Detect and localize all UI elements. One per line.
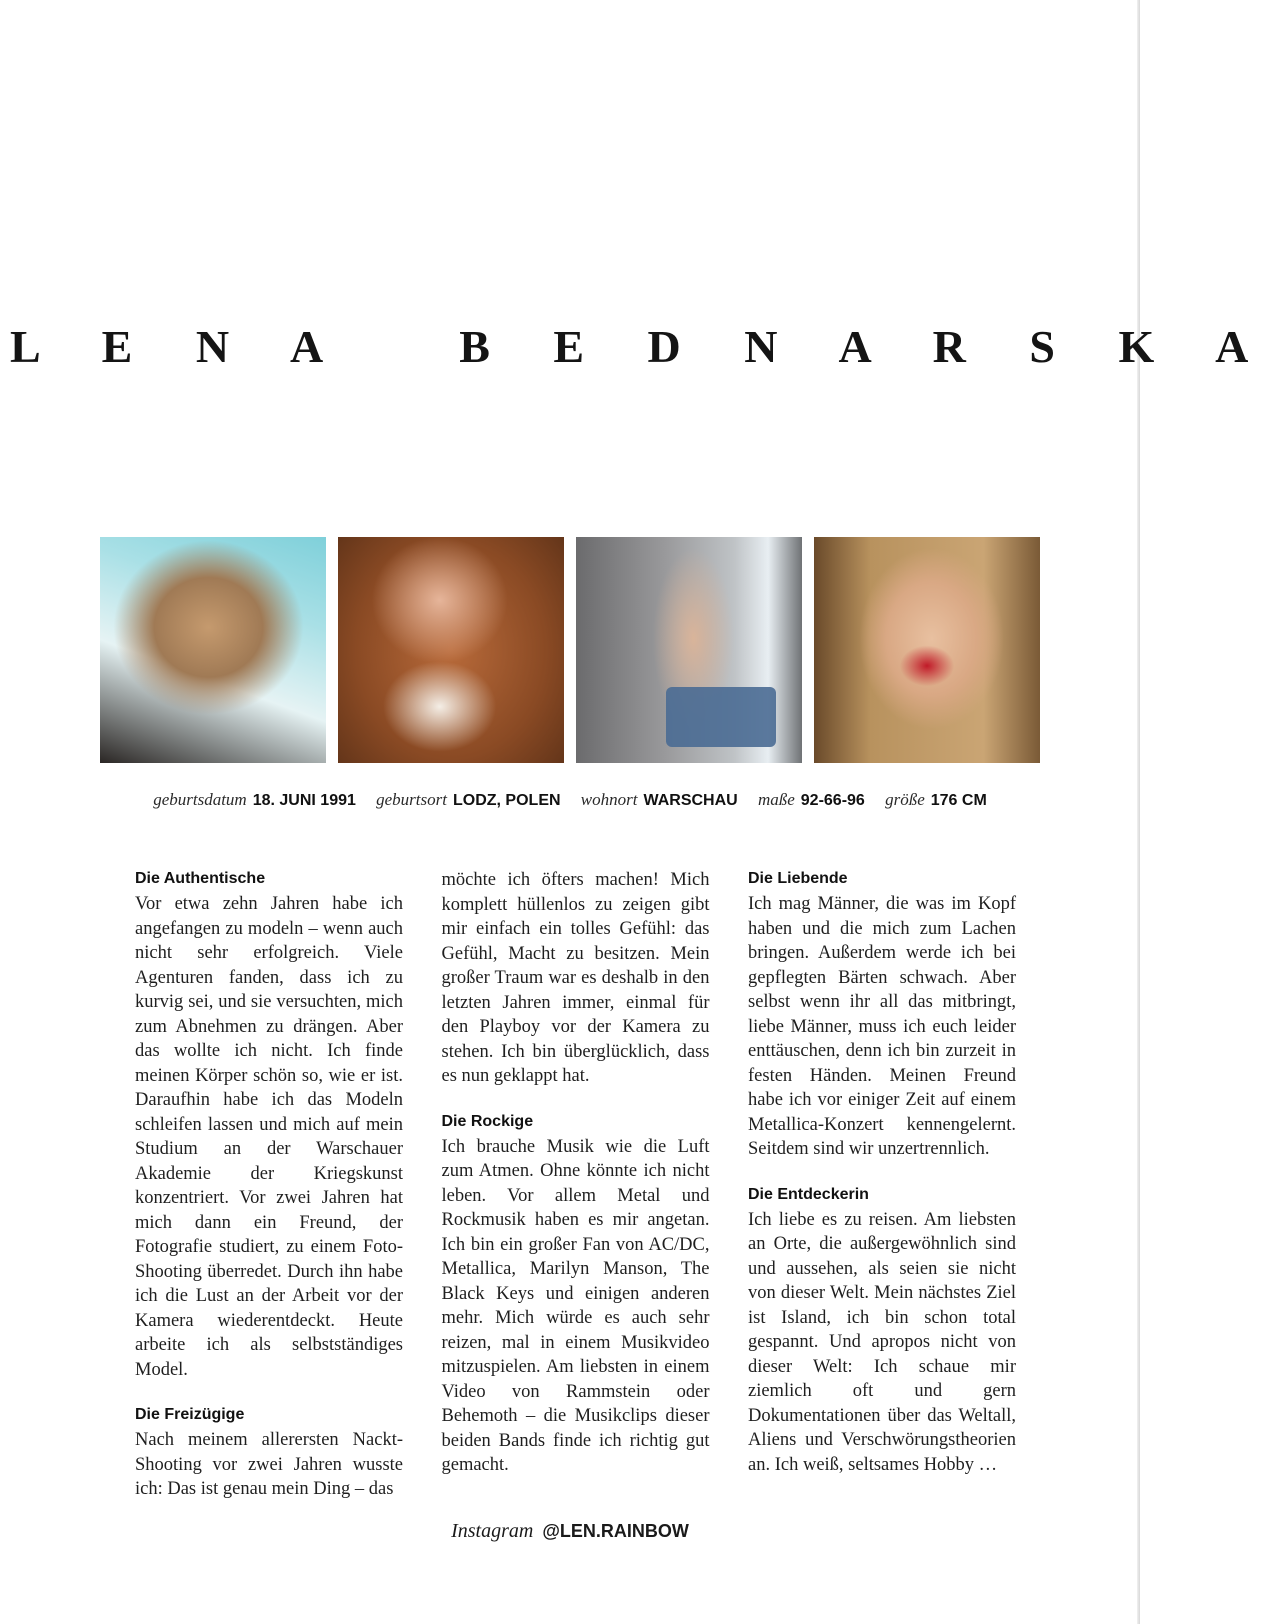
page-edge-shadow bbox=[1137, 0, 1140, 1624]
page-title: L E N A B E D N A R S K A bbox=[10, 321, 1274, 372]
section-text: Ich liebe es zu reisen. Am liebsten an Orte, die außergewöhnlich sind und aussehen, als seien sie nicht von dieser Welt. Mein nächstes Ziel ist Island, ich bin schon total gespannt. Und apropos nicht von dieser Welt: Ich schaue mir ziemlich oft und gern Dokumentationen über das Weltall, Aliens und Verschwörungstheorien an. Ich weiß, seltsames Hobby … bbox=[748, 1209, 1016, 1475]
instagram-credit bbox=[0, 1520, 1140, 1543]
section-text: möchte ich öfters machen! Mich komplett hüllenlos zu zeigen gibt mir einfach ein tolles Gefühl: das Gefühl, Macht zu besitzen. Mein großer Traum war es deshalb in den letzten Jahren immer, einmal für den Playboy vor der Kamera zu stehen. Ich bin überglücklich, dass es nun geklappt hat. bbox=[441, 870, 710, 1086]
fact-value: WARSCHAU bbox=[643, 792, 738, 809]
column-1 bbox=[135, 868, 403, 1524]
column-3 bbox=[748, 868, 1016, 1524]
facts-line bbox=[0, 790, 1140, 810]
fact-label: wohnort bbox=[580, 790, 638, 809]
photo-1 bbox=[100, 537, 326, 763]
photo-3 bbox=[576, 537, 802, 763]
fact-birthplace bbox=[376, 790, 560, 809]
fact-value: 176 CM bbox=[930, 792, 987, 809]
fact-label: geburtsdatum bbox=[153, 790, 247, 809]
fact-measures bbox=[758, 790, 865, 809]
fact-residence bbox=[581, 790, 738, 809]
section-heading: Die Liebende bbox=[748, 870, 848, 887]
section-heading: Die Freizügige bbox=[135, 1406, 245, 1423]
photo-4 bbox=[814, 537, 1040, 763]
section-text: Ich brauche Musik wie die Luft zum Atmen. Ohne könnte ich nicht leben. Vor allem Metal und Rockmusik haben es mir angetan. Ich bin ein großer Fan von AC/DC, Metallica, Marilyn Manson, The Black Keys und einigen anderen mehr. Mich würde es auch sehr reizen, mal in einem Musikvideo mitzuspielen. Am liebsten in einem Video von Rammstein oder Behemoth – die Musikclips dieser beiden Bands finde ich richtig gut gemacht. bbox=[441, 1136, 710, 1475]
fact-value: 92-66-96 bbox=[800, 792, 865, 809]
instagram-handle[interactable]: @LEN.RAINBOW bbox=[542, 1521, 689, 1541]
section-heading: Die Rockige bbox=[441, 1112, 534, 1130]
section-heading: Die Authentische bbox=[135, 870, 266, 887]
fact-label: geburtsort bbox=[376, 790, 447, 809]
section-heading: Die Entdeckerin bbox=[748, 1185, 869, 1203]
section-text: Nach meinem allerersten Nackt-Shooting vor zwei Jahren wusste ich: Das ist genau mein Ding – das bbox=[135, 1430, 403, 1499]
fact-label: maße bbox=[757, 790, 795, 809]
article-columns bbox=[135, 868, 1016, 1524]
section-text: Vor etwa zehn Jahren habe ich angefangen zu modeln – wenn auch nicht sehr erfolgreich. Viele Agenturen fanden, dass ich zu kurvig sei, und sie versuchten, mich zum Abnehmen zu drängen. Aber das wollte ich nicht. Ich finde meinen Körper schön so, wie er ist. Daraufhin habe ich das Modeln schleifen lassen und mich auf mein Studium an der Warschauer Akademie der Kriegskunst konzentriert. Vor zwei Jahren hat mich dann ein Freund, der Fotografie studiert, zu einem Foto-Shooting überredet. Durch ihn habe ich die Lust an der Arbeit vor der Kamera wiederentdeckt. Heute arbeite ich als selbstständiges Model. bbox=[135, 894, 403, 1380]
fact-birthdate bbox=[153, 790, 356, 809]
fact-value: LODZ, POLEN bbox=[452, 792, 561, 809]
fact-label: größe bbox=[885, 790, 925, 809]
photo-strip bbox=[100, 537, 1040, 763]
column-2 bbox=[442, 868, 710, 1524]
section-text: Ich mag Männer, die was im Kopf haben und die mich zum Lachen bringen. Außerdem werde ich bei gepflegten Bärten schwach. Aber selbst wenn ihr all das mitbringt, liebe Männer, muss ich euch leider enttäuschen, denn ich bin zurzeit in festen Händen. Meinen Freund habe ich vor einiger Zeit auf einem Metallica-Konzert kennengelernt. Seitdem sind wir unzertrennlich. bbox=[748, 894, 1016, 1159]
fact-value: 18. JUNI 1991 bbox=[252, 792, 356, 809]
photo-2 bbox=[338, 537, 564, 763]
fact-height bbox=[885, 790, 987, 809]
instagram-label: Instagram bbox=[451, 1520, 534, 1542]
